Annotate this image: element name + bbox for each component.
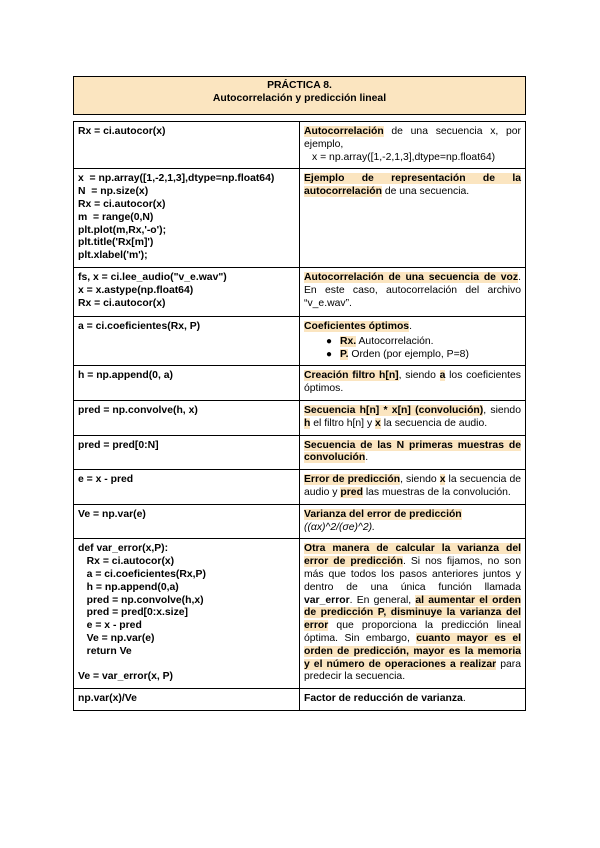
table-row xyxy=(74,169,526,268)
desc-text: los coeficientes óptimos. xyxy=(304,370,521,395)
description-cell xyxy=(300,366,526,401)
bullet-icon: ● xyxy=(326,348,333,360)
desc-text: . En este caso, autocorrelación del archivo “v_e.wav”. xyxy=(304,271,521,309)
desc-text: . xyxy=(409,320,412,332)
table-row xyxy=(74,504,526,539)
desc-text: para predecir la secuencia. xyxy=(304,658,521,683)
highlight-var: x xyxy=(439,474,446,486)
description-cell xyxy=(300,122,526,169)
code-cell: h = np.append(0, a) xyxy=(74,366,300,401)
desc-text: la secuencia de audio y xyxy=(304,474,521,498)
description-cell xyxy=(300,316,526,365)
table-row xyxy=(74,539,526,689)
description-cell xyxy=(300,400,526,435)
code-cell: e = x - pred xyxy=(74,470,300,505)
code-cell: Rx = ci.autocor(x) xyxy=(74,122,300,169)
highlight-term: Autocorrelación xyxy=(304,126,384,137)
desc-text: las muestras de la convolución. xyxy=(362,486,511,498)
code-cell: def var_error(x,P): Rx = ci.autocor(x) a = ci.coeficientes(Rx,P) h = np.append(0,a) pred = np.convolve(h,x) pred = pred[0:x.size] e = x - pred Ve = np.var(e) return Ve Ve = var_error(x, P) xyxy=(74,539,300,689)
table-row xyxy=(74,400,526,435)
table-row xyxy=(74,267,526,316)
code-cell: pred = np.convolve(h, x) xyxy=(74,400,300,435)
list-term: Rx. xyxy=(340,335,357,347)
code-cell: fs, x = ci.lee_audio("v_e.wav") x = x.astype(np.float64) Rx = ci.autocor(x) xyxy=(74,267,300,316)
practice-sheet xyxy=(73,76,526,711)
highlight-term: Secuencia de las N primeras muestras de convolución xyxy=(304,439,521,464)
description-cell xyxy=(300,539,526,689)
desc-text: . Si nos fijamos, no son más que todos los pasos anteriores juntos y dentro de una única función llamada xyxy=(304,556,521,593)
description-cell xyxy=(300,504,526,539)
description-cell xyxy=(300,435,526,470)
desc-text: de una secuencia x, por ejemplo, xyxy=(304,126,521,150)
table-header xyxy=(74,77,526,115)
bullet-list xyxy=(304,336,521,362)
highlight-term: Secuencia h[n] * x[n] (convolución) xyxy=(304,404,484,416)
desc-text: la secuencia de audio. xyxy=(380,417,488,429)
desc-text: , siendo xyxy=(483,404,521,416)
code-cell: np.var(x)/Ve xyxy=(74,689,300,711)
table-row xyxy=(74,366,526,401)
function-name: var_error xyxy=(304,594,350,606)
summary-table xyxy=(73,76,526,711)
code-cell: Ve = np.var(e) xyxy=(74,504,300,539)
highlight-term: cuanto mayor es el orden de predicción, mayor es la memoria y el número de operaciones a realizar xyxy=(304,632,521,670)
list-item xyxy=(326,335,521,349)
table-row xyxy=(74,470,526,505)
list-item xyxy=(326,348,521,362)
table-row xyxy=(74,435,526,470)
desc-formula: ((αx)^2/(σe)^2). xyxy=(304,521,376,533)
list-text: Autocorrelación. xyxy=(356,335,434,347)
highlight-term: Coeficientes óptimos xyxy=(304,320,410,332)
desc-text: . xyxy=(365,452,369,464)
practice-subtitle: Autocorrelación y predicción lineal xyxy=(212,92,387,104)
desc-text: de una secuencia. xyxy=(381,186,470,198)
practice-title: PRÁCTICA 8. xyxy=(267,80,332,91)
list-text: Orden (por ejemplo, P=8) xyxy=(348,348,469,360)
list-term: P. xyxy=(340,348,349,360)
table-row xyxy=(74,316,526,365)
highlight-var: x xyxy=(375,417,381,429)
highlight-term: Autocorrelación de una secuencia de voz xyxy=(304,271,519,283)
highlight-term: Error de predicción xyxy=(304,474,401,486)
code-cell: a = ci.coeficientes(Rx, P) xyxy=(74,316,300,365)
desc-example: x = np.array([1,-2,1,3],dtype=np.float64) xyxy=(312,151,496,163)
row-spacer xyxy=(74,115,526,122)
code-cell: pred = pred[0:N] xyxy=(74,435,300,470)
desc-text: , siendo xyxy=(400,474,440,486)
highlight-var: pred xyxy=(340,486,363,498)
table-row xyxy=(74,122,526,169)
highlight-term: Creación filtro h[n] xyxy=(304,370,399,382)
bullet-icon: ● xyxy=(326,335,333,347)
highlight-var: h xyxy=(304,417,311,429)
description-cell xyxy=(300,689,526,711)
description-cell xyxy=(300,470,526,505)
description-cell xyxy=(300,267,526,316)
desc-text: , siendo xyxy=(398,370,440,382)
code-cell: x = np.array([1,-2,1,3],dtype=np.float64) N = np.size(x) Rx = ci.autocor(x) m = range(0,N) plt.plot(m,Rx,'-o'); plt.title('Rx[m]') plt.xlabel('m'); xyxy=(74,169,300,268)
highlight-term: Ejemplo de representación de la autocorrelación xyxy=(304,173,521,198)
bold-term: Factor de reducción de varianza xyxy=(304,693,463,705)
highlight-term: Varianza del error de predicción xyxy=(304,508,462,520)
desc-text: que proporciona la predicción lineal óptima. Sin embargo, xyxy=(304,620,521,644)
highlight-var: a xyxy=(439,370,446,382)
desc-text: . xyxy=(462,693,466,705)
highlight-term: Otra manera de calcular la varianza del error de predicción xyxy=(304,543,521,568)
description-cell xyxy=(300,169,526,268)
highlight-term: al aumentar el orden de predicción P, disminuye la varianza del error xyxy=(304,594,521,632)
desc-text: el filtro h[n] y xyxy=(310,417,376,429)
table-row xyxy=(74,689,526,711)
desc-text: . En general, xyxy=(349,594,416,606)
